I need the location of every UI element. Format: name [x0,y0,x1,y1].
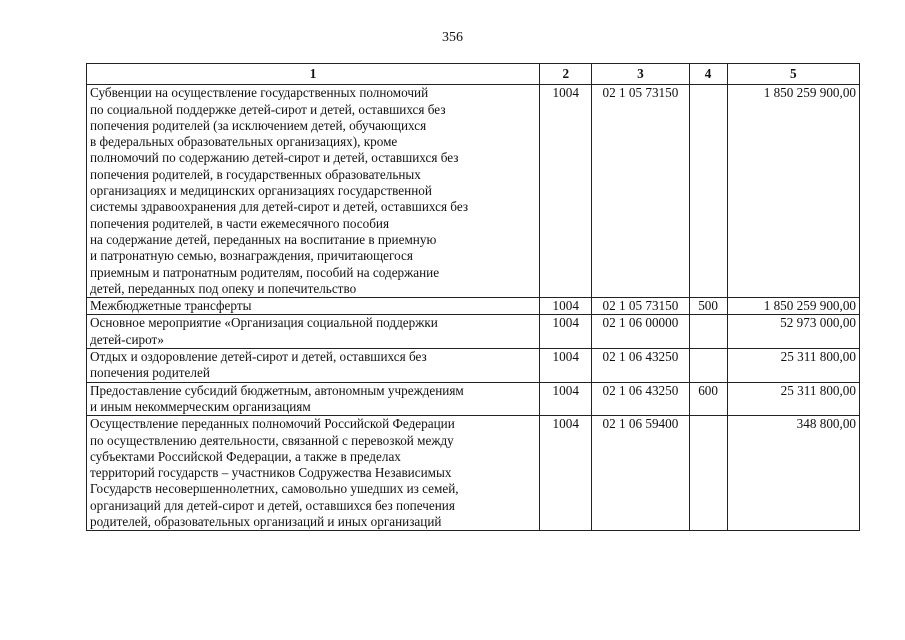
row-amount: 25 311 800,00 [727,349,859,383]
row-amount: 1 850 259 900,00 [727,85,859,298]
row-code: 02 1 06 43250 [592,349,689,383]
row-code: 02 1 06 59400 [592,416,689,531]
row-type [689,416,727,531]
budget-table [86,63,860,531]
row-name: Межбюджетные трансферты [87,298,540,315]
table-row [87,298,860,315]
table-row [87,382,860,416]
row-code: 02 1 06 43250 [592,382,689,416]
row-section: 1004 [540,382,592,416]
column-header-2: 2 [540,64,592,85]
row-amount: 52 973 000,00 [727,315,859,349]
row-name: Отдых и оздоровление детей-сирот и детей, оставшихся без попечения родителей [87,349,540,383]
row-type [689,85,727,298]
row-name: Субвенции на осуществление государственных полномочий по социальной поддержке детей-сирот и детей, оставшихся без попечения родителей (за исключением детей, обучающихся в федеральных образовательных организациях), кроме полномочий по содержанию детей-сирот и детей, оставшихся без попечения родителей, в государственных образовательных организациях и медицинских организациях государственной системы здравоохранения для детей-сирот и детей, оставшихся без попечения родителей, в части ежемесячного пособия на содержание детей, переданных на воспитание в приемную и патронатную семью, вознаграждения, причитающегося приемным и патронатным родителям, пособий на содержание детей, переданных под опеку и попечительство [87,85,540,298]
row-type [689,349,727,383]
table-row [87,349,860,383]
row-name: Основное мероприятие «Организация социальной поддержки детей-сирот» [87,315,540,349]
row-name: Осуществление переданных полномочий Российской Федерации по осуществлению деятельности, связанной с перевозкой между субъектами Российской Федерации, а также в пределах территорий государств – участников Содружества Независимых Государств несовершеннолетних, самовольно ушедших из семей, организаций для детей-сирот и детей, оставшихся без попечения родителей, образовательных организаций и иных организаций [87,416,540,531]
table-row [87,315,860,349]
row-type [689,315,727,349]
row-code: 02 1 05 73150 [592,85,689,298]
row-section: 1004 [540,416,592,531]
column-header-5: 5 [727,64,859,85]
row-amount: 25 311 800,00 [727,382,859,416]
row-code: 02 1 05 73150 [592,298,689,315]
column-header-3: 3 [592,64,689,85]
row-section: 1004 [540,298,592,315]
table-header-row [87,64,860,85]
table-row [87,85,860,298]
column-header-4: 4 [689,64,727,85]
row-section: 1004 [540,85,592,298]
page-number: 356 [442,30,463,45]
row-amount: 348 800,00 [727,416,859,531]
table-row [87,416,860,531]
row-type: 500 [689,298,727,315]
row-name: Предоставление субсидий бюджетным, автономным учреждениям и иным некоммерческим организациям [87,382,540,416]
column-header-1: 1 [87,64,540,85]
row-amount: 1 850 259 900,00 [727,298,859,315]
row-code: 02 1 06 00000 [592,315,689,349]
row-section: 1004 [540,349,592,383]
row-type: 600 [689,382,727,416]
row-section: 1004 [540,315,592,349]
